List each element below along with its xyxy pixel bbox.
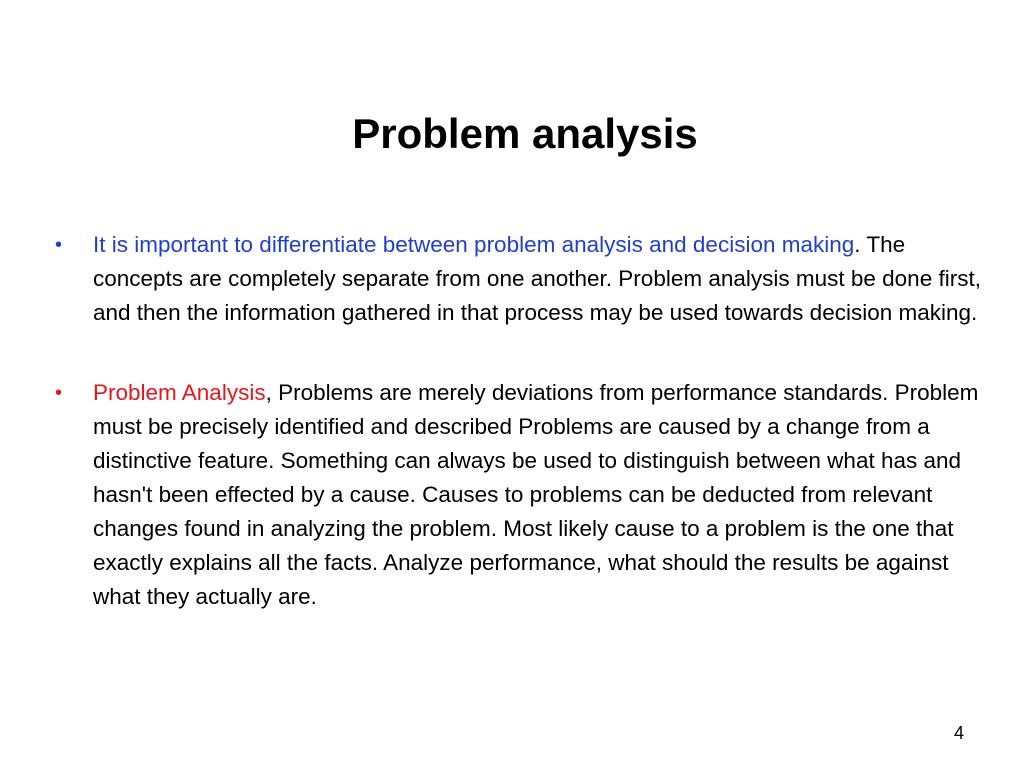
bullet-item-decision-making [55,228,1000,330]
bullet-item-problem-analysis [55,376,1000,614]
bullet-list [55,228,1000,614]
page-number: 4 [953,723,964,743]
bullet-lead-text: It is important to differentiate between problem analysis and decision making [93,232,855,257]
bullet-lead-text: Problem Analysis [93,380,266,405]
bullet-marker: • [55,382,63,404]
slide-title: Problem analysis [352,110,698,157]
bullet-body-text: . The concepts are completely separate from one another. Problem analysis must be done first, and then the information gathered in that process may be used towards decision making. [93,232,981,325]
bullet-body-text: , Problems are merely deviations from performance standards. Problem must be precisely identified and described Problems are caused by a change from a distinctive feature. Something can always be used to distinguish between what has and hasn't been effected by a cause. Causes to problems can be deducted from relevant changes found in analyzing the problem. Most likely cause to a problem is the one that exactly explains all the facts. Analyze performance, what should the results be against what they actually are. [93,380,979,609]
bullet-marker: • [55,234,63,256]
